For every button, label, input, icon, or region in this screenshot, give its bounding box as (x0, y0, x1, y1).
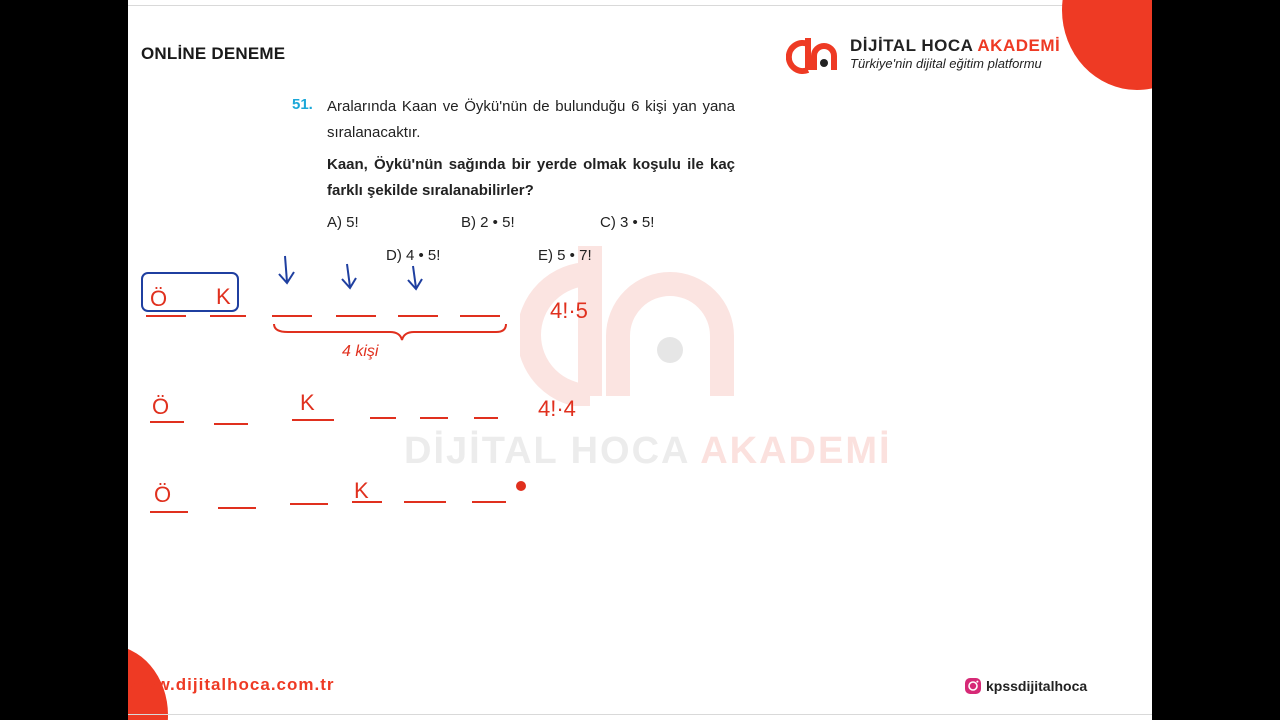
row1-brace (274, 324, 506, 340)
row2-letter-k: K (300, 390, 315, 415)
question-number: 51. (292, 96, 313, 113)
footer-website-link[interactable]: www.dijitalhoca.com.tr (128, 675, 335, 694)
row2-letter-o: Ö (152, 394, 170, 419)
document-page (128, 0, 1152, 720)
row3-letter-o: Ö (154, 482, 172, 507)
watermark-part1: DİJİTAL HOCA (404, 430, 701, 472)
option-a[interactable]: A) 5! (327, 214, 359, 231)
bottom-divider (128, 714, 1152, 715)
row3-letter-k: K (354, 478, 369, 503)
logo-name-part1: DİJİTAL HOCA (850, 36, 978, 55)
row1-brace-label: 4 kişi (342, 343, 379, 360)
arrow-icon (342, 264, 356, 288)
question-prompt: Kaan, Öykü'nün sağında bir yerde olmak koşulu ile kaç farklı şekilde sıralanabilirler? (327, 156, 735, 199)
option-c[interactable]: C) 3 • 5! (600, 214, 655, 231)
row1-letter-o: Ö (150, 286, 168, 311)
arrow-icon (408, 266, 422, 289)
arrow-icon (279, 256, 294, 283)
pen-cursor (516, 481, 526, 491)
option-e[interactable]: E) 5 • 7! (538, 247, 592, 264)
handwritten-solution (128, 0, 1152, 720)
logo-tagline: Türkiye'nin dijital eğitim platformu (850, 56, 1042, 71)
instagram-username: kpssdijitalhoca (986, 678, 1088, 694)
row1-result: 4!·5 (550, 298, 588, 323)
watermark-part2: AKADEMİ (700, 430, 892, 472)
question-text: Aralarında Kaan ve Öykü'nün de bulunduğu 6 kişi yan yana sıralanacaktır. (327, 98, 735, 141)
instagram-icon (964, 677, 982, 695)
logo-name-part2: AKADEMİ (977, 36, 1061, 55)
row1-letter-k: K (216, 284, 231, 309)
page-title: ONLİNE DENEME (141, 44, 286, 63)
option-b[interactable]: B) 2 • 5! (461, 214, 515, 231)
row2-result: 4!·4 (538, 396, 576, 421)
option-d[interactable]: D) 4 • 5! (386, 247, 441, 264)
instagram-handle[interactable] (964, 676, 1087, 696)
